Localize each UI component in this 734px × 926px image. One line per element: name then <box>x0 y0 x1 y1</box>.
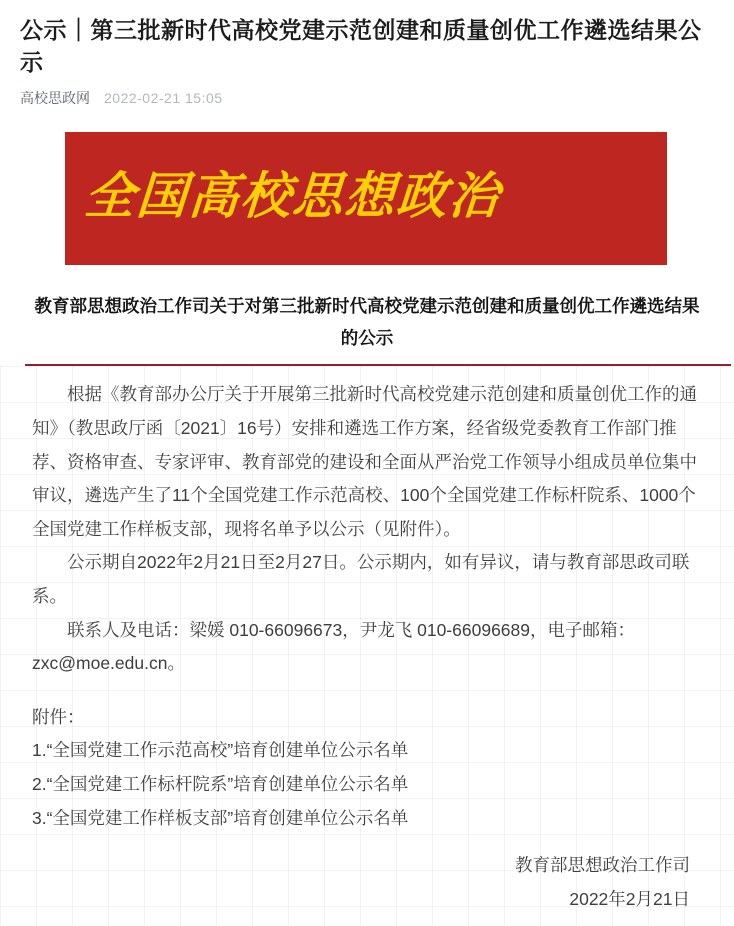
attachment-item-benchmark-faculties: 2.“全国党建工作标杆院系”培育创建单位公示名单 <box>32 773 409 794</box>
signature-block <box>32 849 709 916</box>
attachment-item-demonstration-universities: 1.“全国党建工作示范高校”培育创建单位公示名单 <box>32 740 409 761</box>
paragraph-publicity-period: 公示期自2022年2月21日至2月27日。公示期内，如有异议，请与教育部思政司联系。 <box>32 552 690 606</box>
signature-org: 教育部思想政治工作司 <box>515 855 690 876</box>
page-title: 公示｜第三批新时代高校党建示范创建和质量创优工作遴选结果公示 <box>20 17 702 76</box>
banner-image <box>65 132 667 265</box>
article-meta <box>20 88 714 108</box>
attachments-section <box>32 701 709 835</box>
article-header <box>0 0 734 108</box>
document-heading: 教育部思想政治工作司关于对第三批新时代高校党建示范创建和质量创优工作遴选结果的公示 <box>34 296 700 348</box>
signature-date: 2022年2月21日 <box>569 888 690 909</box>
publish-datetime: 2022-02-21 15:05 <box>104 90 223 107</box>
paragraph-basis: 根据《教育部办公厅关于开展第三批新时代高校党建示范创建和质量创优工作的通知》（教思政厅函〔2021〕16号）安排和遴选工作方案，经省级党委教育工作部门推荐、资格审查、专家评审、教育部党的建设和全面从严治党工作领导小组成员单位集中审议，遴选产生了11个全国党建工作示范高校、100个全国党建工作标杆院系、1000个全国党建工作样板支部，现将名单予以公示（见附件）。 <box>32 384 697 539</box>
banner-calligraphy-text: 全国高校思想政治 <box>82 167 503 224</box>
document-body <box>0 366 734 926</box>
source-name: 高校思政网 <box>20 90 90 107</box>
attachments-label: 附件： <box>32 706 85 727</box>
paragraph-contact: 联系人及电话：梁媛 010-66096673，尹龙飞 010-66096689，电子邮箱：zxc@moe.edu.cn。 <box>32 619 635 674</box>
attachment-item-model-branches: 3.“全国党建工作样板支部”培育创建单位公示名单 <box>32 807 409 828</box>
